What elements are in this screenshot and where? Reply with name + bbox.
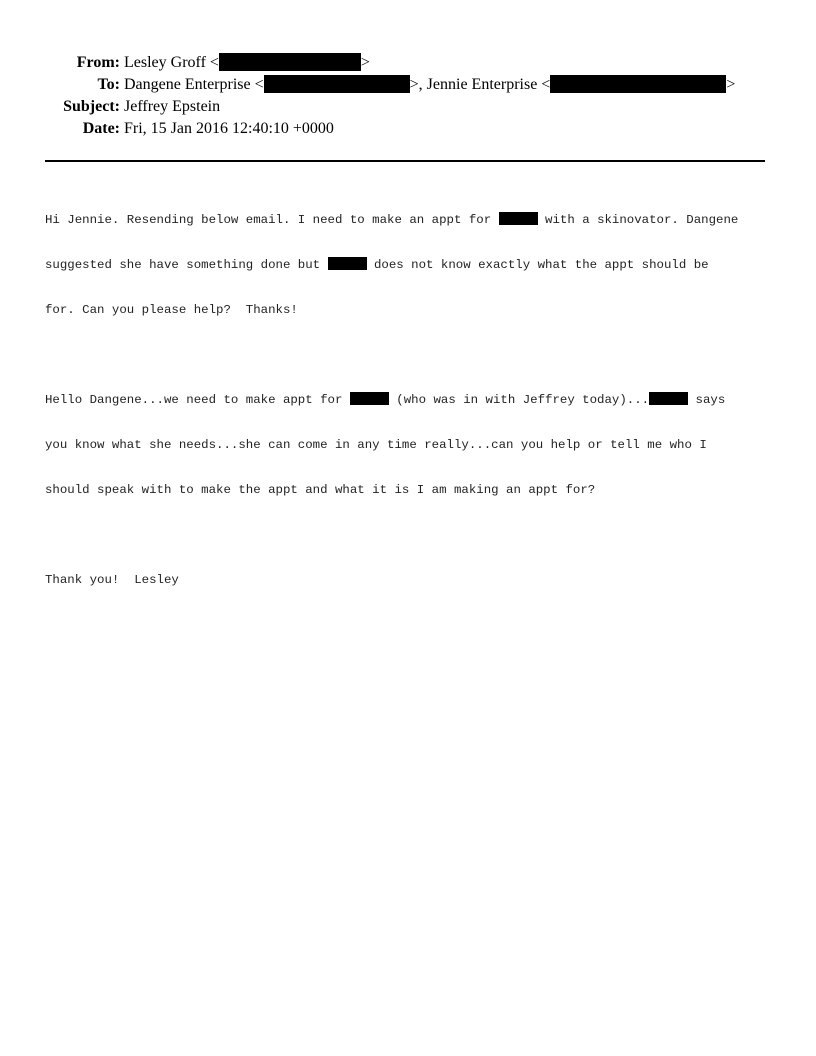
email-body — [45, 183, 785, 633]
date-value: Fri, 15 Jan 2016 12:40:10 +0000 — [124, 120, 334, 137]
body-line — [45, 393, 785, 408]
redaction-block — [550, 75, 726, 93]
email-header — [0, 52, 816, 140]
redaction-block — [328, 257, 367, 270]
from-name: Lesley Groff < — [124, 54, 219, 71]
body-line — [45, 258, 785, 273]
redaction-block — [219, 53, 361, 71]
redaction-block — [264, 75, 410, 93]
to-label: To: — [97, 76, 120, 93]
body-text: does not know exactly what the appt should be — [366, 258, 709, 272]
body-paragraph — [45, 183, 785, 348]
body-text: Hi Jennie. Resending below email. I need to make an appt for — [45, 213, 499, 227]
body-line — [45, 213, 785, 228]
body-text: suggested she have something done but — [45, 258, 328, 272]
from-close: > — [360, 54, 370, 71]
body-line: you know what she needs...she can come in any time really...can you help or tell me who I — [45, 438, 707, 452]
from-value — [124, 52, 370, 74]
body-text: with a skinovator. Dangene — [537, 213, 739, 227]
to-value — [124, 74, 735, 96]
subject-label: Subject: — [63, 98, 120, 115]
to-close: > — [726, 76, 736, 93]
body-paragraph — [45, 543, 785, 618]
redaction-block — [350, 392, 389, 405]
date-row — [0, 118, 816, 140]
body-line: Thank you! Lesley — [45, 573, 179, 587]
to-separator: >, Jennie Enterprise < — [409, 76, 551, 93]
body-line: should speak with to make the appt and what it is I am making an appt for? — [45, 483, 596, 497]
redaction-block — [499, 212, 538, 225]
body-text: says — [688, 393, 726, 407]
redaction-block — [649, 392, 688, 405]
from-label: From: — [76, 54, 120, 71]
to-name-1: Dangene Enterprise < — [124, 76, 264, 93]
body-paragraph — [45, 363, 785, 528]
subject-value: Jeffrey Epstein — [124, 98, 221, 115]
to-row — [0, 74, 816, 96]
date-label: Date: — [82, 120, 120, 137]
body-line: for. Can you please help? Thanks! — [45, 303, 298, 317]
body-text: (who was in with Jeffrey today)... — [388, 393, 650, 407]
subject-row — [0, 96, 816, 118]
header-divider — [45, 160, 765, 162]
from-row — [0, 52, 816, 74]
body-text: Hello Dangene...we need to make appt for — [45, 393, 350, 407]
